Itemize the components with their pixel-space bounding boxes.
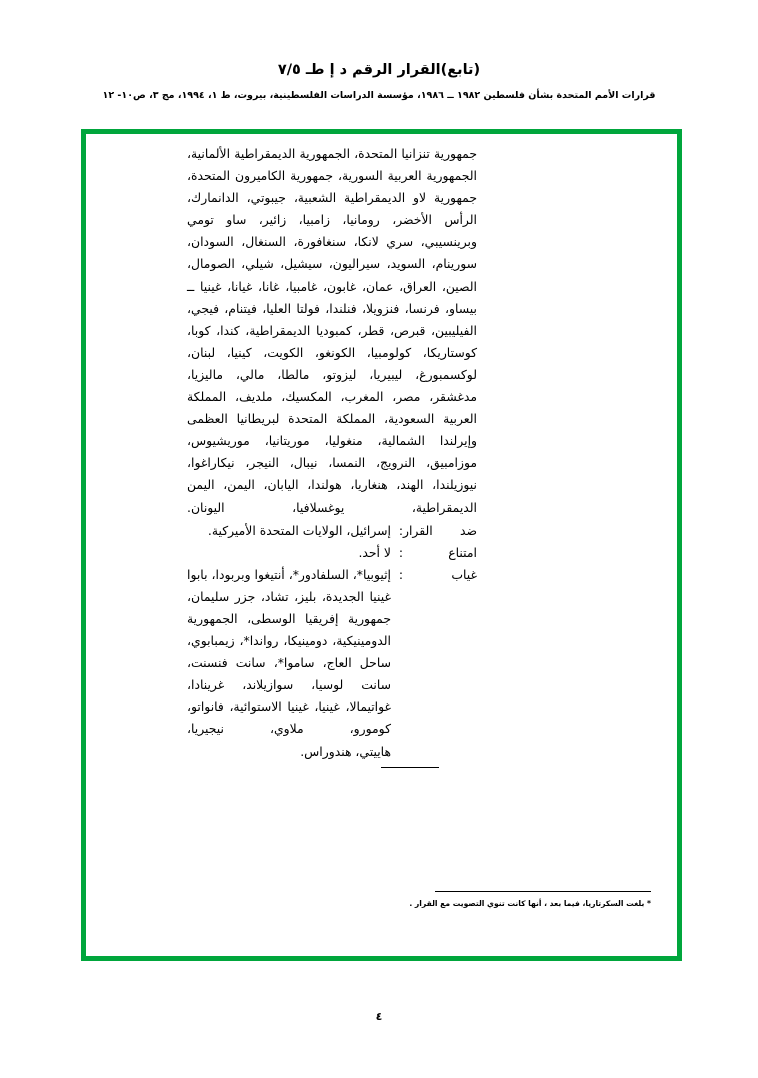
vote-value-absent-main: إثيوبيا*، السلفادور*، أنتيغوا وبربودا، بابوا غينيا الجديدة، بليز، تشاد، جزر سليمان، جمهورية إفريقيا الوسطى، الجمهورية الدومينيكية، دومينيكا، رواندا*، زيمبابوي، ساحل العاج، ساموا*، سانت فنسنت، سانت لوسيا، سوازيلاند، غرينادا، غواتيمالا، غينيا، غينيا الاستوائية، فانواتو، كومورو، ملاوي، نيجيريا، — [187, 566, 391, 737]
vote-colon-abstain: : — [398, 544, 403, 560]
vote-colon-absent: : — [398, 566, 403, 582]
vote-row-against — [187, 520, 477, 542]
source-citation: قرارات الأمم المتحدة بشأن فلسطين ١٩٨٢ ــ ١٩٨٦، مؤسسة الدراسات الفلسطينية، بيروت، ط ١، ١٩٩٤، مج ٣، ص١٠- ١٢ — [102, 90, 656, 102]
footnote-rule — [435, 891, 651, 892]
body-text-column — [187, 143, 477, 768]
green-border-frame — [81, 129, 682, 961]
page-number: ٤ — [375, 1010, 383, 1023]
vote-row-absent — [187, 564, 477, 763]
vote-value-absent — [187, 564, 391, 763]
countries-paragraph: جمهورية تنزانيا المتحدة، الجمهورية الديمقراطية الألمانية، الجمهورية العربية السورية، جمهورية الكاميرون المتحدة، جمهورية لاو الديمقراطية الشعبية، جيبوتي، الدانمارك، الرأس الأخضر، رومانيا، زامبيا، زائير، ساو تومي وبرينسيبي، سري لانكا، سنغافورة، السنغال، السودان، سورينام، السويد، سيراليون، سيشيل، شيلي، الصومال، الصين، العراق، عمان، غابون، غامبيا، غانا، غيانا، غينيا ــ بيساو، فرنسا، فنزويلا، فنلندا، فولتا العليا، فيتنام، فيجي، الفيليبين، قبرص، قطر، كمبوديا الديمقراطية، كندا، كوبا، كوستاريكا، كولومبيا، الكونغو، الكويت، كينيا، لبنان، لوكسمبورغ، ليبيريا، ليزوتو، مالطا، مالي، ماليزيا، مدغشقر، مصر، المغرب، المكسيك، ملديف، المملكة العربية السعودية، المملكة المتحدة لبريطانيا العظمى وإيرلندا الشمالية، منغوليا، موريتانيا، موريشيوس، موزامبيق، النرويج، النمسا، نيبال، النيجر، نيكاراغوا، نيوزيلندا، الهند، هنغاريا، هولندا، اليابان، اليمن، اليمن الديمقراطية، يوغسلافيا، اليونان. — [187, 146, 477, 515]
vote-value-against: إسرائيل، الولايات المتحدة الأميركية. — [207, 522, 391, 538]
vote-value-abstain: لا أحد. — [358, 544, 391, 560]
vote-label-absent-word1: غياب — [451, 566, 477, 582]
vote-colon-against: : — [398, 522, 403, 538]
footnote-text: * بلغت السكرتاريا، فيما بعد ، أنها كانت تنوي التصويت مع القرار . — [409, 899, 651, 909]
vote-results-block — [187, 520, 477, 768]
vote-row-abstain — [187, 542, 477, 564]
vote-label-abstain — [403, 542, 477, 564]
page-title: (تابع)القرار الرقم د إ ط‍ـ ٧/٥ — [277, 62, 481, 78]
vote-value-absent-tail: هاييتي، هندوراس. — [300, 743, 391, 759]
vote-label-against-word2: القرار — [403, 522, 433, 538]
vote-label-absent — [403, 564, 477, 586]
vote-label-abstain-word1: امتناع — [448, 544, 477, 560]
section-divider-rule — [381, 767, 439, 768]
footnote-area — [151, 891, 651, 910]
document-header — [0, 60, 758, 104]
vote-label-against-word1: ضد — [459, 522, 477, 538]
vote-label-against — [403, 520, 477, 542]
